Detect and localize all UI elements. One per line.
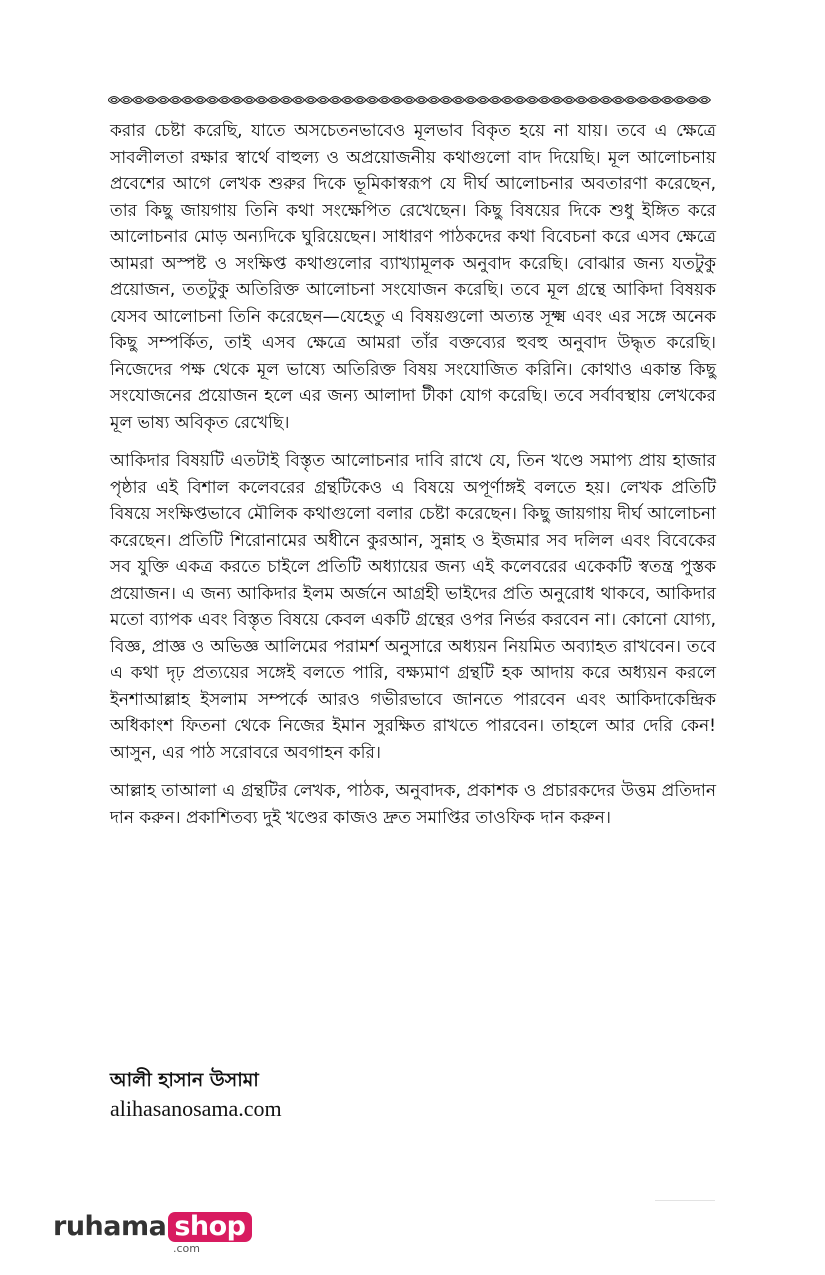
author-website: alihasanosama.com: [110, 1096, 282, 1121]
ornament-inner: [677, 98, 683, 102]
ornament-inner: [259, 98, 265, 102]
ornament-link: [551, 97, 563, 104]
ornament-link: [514, 97, 526, 104]
ornament-inner: [332, 98, 338, 102]
ornament-inner: [554, 98, 560, 102]
ornament-link: [625, 97, 637, 104]
ornament-inner: [160, 98, 166, 102]
signature: [110, 1066, 510, 1124]
ornament-inner: [394, 98, 400, 102]
ornament-link: [416, 97, 428, 104]
ornament-inner: [529, 98, 535, 102]
ornament-link: [379, 97, 391, 104]
ornament-inner: [615, 98, 621, 102]
ornament-inner: [320, 98, 326, 102]
ornament-link: [268, 97, 280, 104]
ornament-inner: [234, 98, 240, 102]
ornament-link: [194, 97, 206, 104]
ornament-inner: [185, 98, 191, 102]
paragraph-1: করার চেষ্টা করেছি, যাতে অসচেতনভাবেও মূলভাব বিকৃত হয়ে না যায়। তবে এ ক্ষেত্রে সাবলীলতা রক্ষার স্বার্থে বাহুল্য ও অপ্রয়োজনীয় কথাগুলো বাদ দিয়েছি। মূল আলোচনায় প্রবেশের আগে লেখক শুরুর দিকে ভূমিকাস্বরূপ যে দীর্ঘ আলোচনার অবতারণা করেছেন, তার কিছু জায়গায় তিনি কথা সংক্ষেপিত রেখেছেন। কিছু বিষয়ের দিকে শুধু ইঙ্গিত করে আলোচনার মোড় অন্যদিকে ঘুরিয়েছেন। সাধারণ পাঠকদের কথা বিবেচনা করে এসব ক্ষেত্রে আমরা অস্পষ্ট ও সংক্ষিপ্ত কথাগুলোর ব্যাখ্যামূলক অনুবাদ করেছি। বোঝার জন্য যতটুকু প্রয়োজন, ততটুকু অতিরিক্ত আলোচনা সংযোজন করেছি। তবে মূল গ্রন্থে আকিদা বিষয়ক যেসব আলোচনা তিনি করেছেন—যেহেতু এ বিষয়গুলো অত্যন্ত সূক্ষ্ম এবং এর সঙ্গে অনেক কিছু সম্পর্কিত, তাই এসব ক্ষেত্রে আমরা তাঁর বক্তব্যের হুবহু অনুবাদ উদ্ধৃত করেছি। নিজেদের পক্ষ থেকে মূল ভাষ্যে অতিরিক্ত বিষয় সংযোজিত করিনি। কোথাও একান্ত কিছু সংযোজনের প্রয়োজন হলে এর জন্য আলাদা টীকা যোগ করেছি। তবে সর্বাবস্থায় লেখকের মূল ভাষ্য অবিকৃত রেখেছি।: [110, 121, 716, 433]
ornament-link: [575, 97, 587, 104]
logo-shop-badge: shop: [168, 1212, 251, 1242]
ornament-link: [231, 97, 243, 104]
ornament-inner: [382, 98, 388, 102]
ornament-inner: [222, 98, 228, 102]
ornament-inner: [173, 98, 179, 102]
ornament-link: [354, 97, 366, 104]
ornament-link: [674, 97, 686, 104]
ornament-link: [477, 97, 489, 104]
ornament-inner: [369, 98, 375, 102]
ornament-link: [539, 97, 551, 104]
paragraph-2: আকিদার বিষয়টি এতটাই বিস্তৃত আলোচনার দাবি রাখে যে, তিন খণ্ডে সমাপ্য প্রায় হাজার পৃষ্ঠার এই বিশাল কলেবরের গ্রন্থটিকেও এ বিষয়ে অপূর্ণাঙ্গই বলতে হয়। লেখক প্রতিটি বিষয়ে সংক্ষিপ্তভাবে মৌলিক কথাগুলো বলার চেষ্টা করেছেন। কিছু জায়গায় দীর্ঘ আলোচনা করেছেন। প্রতিটি শিরোনামের অধীনে কুরআন, সুন্নাহ ও ইজমার সব দলিল এবং বিবেকের সব যুক্তি একত্র করতে চাইলে প্রতিটি অধ্যায়ের জন্য এই কলেবরের একেকটি স্বতন্ত্র পুস্তক প্রয়োজন। এ জন্য আকিদার ইলম অর্জনে আগ্রহী ভাইদের প্রতি অনুরোধ থাকবে, আকিদার মতো ব্যাপক এবং বিস্তৃত বিষয়ে কেবল একটি গ্রন্থের ওপর নির্ভর করবেন না। কোনো যোগ্য, বিজ্ঞ, প্রাজ্ঞ ও অভিজ্ঞ আলিমের পরামর্শ অনুসারে অধ্যয়ন নিয়মিত অব্যাহত রাখবেন। তবে এ কথা দৃঢ় প্রত্যয়ের সঙ্গেই বলতে পারি, বক্ষ্যমাণ গ্রন্থটি হক আদায় করে অধ্যয়ন করলে ইনশাআল্লাহ ইসলাম সম্পর্কে আরও গভীরভাবে জানতে পারবেন এবং আকিদাকেন্দ্রিক অধিকাংশ ফিতনা থেকে নিজের ইমান সুরক্ষিত রাখতে পারবেন। তাহলে আর দেরি কেন! আসুন, এর পাঠ সরোবরে অবগাহন করি।: [110, 451, 716, 763]
ornament-link: [391, 97, 403, 104]
ornament-link: [280, 97, 292, 104]
ornament-link: [317, 97, 329, 104]
ornament-link: [342, 97, 354, 104]
ornament-link: [612, 97, 624, 104]
ornament-link: [170, 97, 182, 104]
footer-rule: [655, 1200, 715, 1201]
ornament-link: [329, 97, 341, 104]
ornament-link: [452, 97, 464, 104]
ornament-link: [305, 97, 317, 104]
ornament-inner: [283, 98, 289, 102]
ornament-inner: [591, 98, 597, 102]
ornament-inner: [357, 98, 363, 102]
ornament-link: [133, 97, 145, 104]
ornament-link: [157, 97, 169, 104]
ornament-inner: [406, 98, 412, 102]
ruhamashop-logo: [53, 1210, 253, 1260]
ornament-inner: [492, 98, 498, 102]
ornament-link: [686, 97, 698, 104]
logo-domain: .com: [173, 1242, 200, 1255]
ornament-inner: [419, 98, 425, 102]
ornament-link: [366, 97, 378, 104]
ornament-inner: [111, 98, 117, 102]
ornament-link: [489, 97, 501, 104]
logo-text: ruhama: [53, 1211, 167, 1242]
ornament-link: [145, 97, 157, 104]
ornament-link: [698, 97, 710, 104]
ornament-link: [293, 97, 305, 104]
ornament-divider: [108, 92, 716, 108]
ornament-link: [563, 97, 575, 104]
ornament-link: [120, 97, 132, 104]
ornament-inner: [468, 98, 474, 102]
ornament-inner: [689, 98, 695, 102]
ornament-link: [440, 97, 452, 104]
ornament-inner: [271, 98, 277, 102]
ornament-inner: [123, 98, 129, 102]
ornament-inner: [209, 98, 215, 102]
ornament-link: [588, 97, 600, 104]
ornament-link: [600, 97, 612, 104]
ornament-link: [502, 97, 514, 104]
ornament-inner: [480, 98, 486, 102]
ornament-inner: [652, 98, 658, 102]
body-text: [110, 118, 716, 843]
ornament-inner: [296, 98, 302, 102]
ornament-link: [243, 97, 255, 104]
ornament-inner: [197, 98, 203, 102]
ornament-inner: [505, 98, 511, 102]
ornament-inner: [431, 98, 437, 102]
ornament-inner: [455, 98, 461, 102]
ornament-inner: [665, 98, 671, 102]
ornament-link: [465, 97, 477, 104]
ornament-link: [526, 97, 538, 104]
ornament-inner: [517, 98, 523, 102]
paragraph-3: আল্লাহ তাআলা এ গ্রন্থটির লেখক, পাঠক, অনুবাদক, প্রকাশক ও প্রচারকদের উত্তম প্রতিদান দান করুন। প্রকাশিতব্য দুই খণ্ডের কাজও দ্রুত সমাপ্তির তাওফিক দান করুন।: [110, 781, 716, 828]
ornament-inner: [640, 98, 646, 102]
ornament-inner: [148, 98, 154, 102]
ornament-inner: [542, 98, 548, 102]
ornament-inner: [628, 98, 634, 102]
ornament-inner: [246, 98, 252, 102]
ornament-link: [108, 97, 120, 104]
ornament-inner: [136, 98, 142, 102]
ornament-inner: [345, 98, 351, 102]
ornament-link: [649, 97, 661, 104]
ornament-inner: [578, 98, 584, 102]
author-name: আলী হাসান উসামা: [110, 1069, 259, 1091]
ornament-link: [428, 97, 440, 104]
ornament-link: [637, 97, 649, 104]
ornament-inner: [603, 98, 609, 102]
ornament-link: [182, 97, 194, 104]
ornament-inner: [566, 98, 572, 102]
ornament-link: [206, 97, 218, 104]
ornament-link: [662, 97, 674, 104]
ornament-link: [403, 97, 415, 104]
ornament-inner: [308, 98, 314, 102]
ornament-inner: [701, 98, 707, 102]
ornament-link: [256, 97, 268, 104]
ornament-inner: [443, 98, 449, 102]
ornament-link: [219, 97, 231, 104]
